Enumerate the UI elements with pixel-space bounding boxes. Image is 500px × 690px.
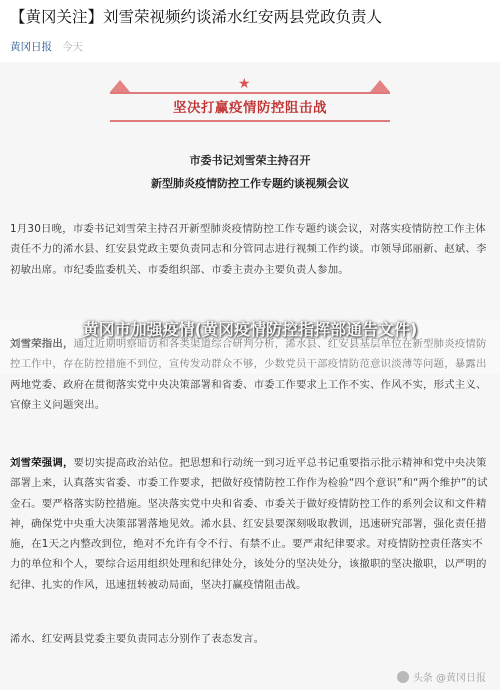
paragraph-lead: 刘雪荣强调， bbox=[10, 457, 74, 469]
overlay-caption: 黄冈市加强疫情(黄冈疫情防控指挥部通告文件) bbox=[82, 320, 418, 339]
document-image bbox=[0, 62, 500, 690]
banner bbox=[110, 74, 390, 136]
paragraph bbox=[10, 453, 492, 595]
paragraph-lead: 刘雪荣指出， bbox=[10, 338, 74, 350]
star-icon: ★ bbox=[238, 76, 251, 92]
banner-text: 坚决打赢疫情防控阻击战 bbox=[173, 100, 327, 116]
paragraph: 1月30日晚，市委书记刘雪荣主持召开新型肺炎疫情防控工作专题约谈会议，对落实疫情防控工作主体责任不力的浠水县、红安县党政主要负责同志和分管同志进行视频工作约谈。市领导邱丽新、赵斌、李初敏出席。市纪委监委机关、市委组织部、市委主责办主要负责人参加。 bbox=[10, 223, 487, 276]
paragraph-body: 要切实提高政治站位。把思想和行动统一到习近平总书记重要指示批示精神和党中央决策部署上来，认真落实省委、市委工作要求，把做好疫情防控工作作为检验“四个意识”和“两个维护”的试金石。要严格落实防控措施。坚决落实党中央和省委、市委关于做好疫情防控工作的系列会议和文件精神，确保党中央重大决策部署落地见效。浠水县、红安县要深刻吸取教训，迅速研究部署，强化责任措施，在1天之内整改到位，绝对不允许有令不行、有禁不止。要严肃纪律要求。对疫情防控责任落实不力的单位和个人，要综合运用组织处理和纪律处分，该处分的坚决处分，该撤职的坚决撤职，以严明的纪律、扎实的作风，迅速扭转被动局面，坚决打赢疫情阻击战。 bbox=[10, 457, 488, 591]
flag-icon bbox=[370, 80, 390, 92]
source-link[interactable]: 黄冈日报 bbox=[10, 41, 52, 53]
publish-time: 今天 bbox=[62, 41, 83, 53]
watermark-text: 头条 @黄冈日报 bbox=[412, 673, 486, 684]
paragraph-body: 通过近期明察暗访和各类渠道综合研判分析，浠水县、红安县基层单位在新型肺炎疫情防控工作中，存在防控措施不到位，宣传发动群众不够，少数党员干部疫情防范意识淡薄等问题，暴露出两地党委、政府在贯彻落实党中央决策部署和省委、市委工作要求上工作不实、作风不实，形式主义、官僚主义问题突出。 bbox=[10, 338, 487, 411]
paragraph: 浠水、红安两县党委主要负责同志分别作了表态发言。 bbox=[10, 633, 265, 645]
article-header bbox=[0, 0, 500, 62]
watermark bbox=[397, 669, 486, 684]
doc-heading-line2: 新型肺炎疫情防控工作专题约谈视频会议 bbox=[151, 177, 349, 190]
watermark-logo-icon bbox=[397, 671, 409, 683]
flag-icon bbox=[110, 80, 130, 92]
doc-heading-line1: 市委书记刘雪荣主持召开 bbox=[189, 154, 311, 167]
article-title: 【黄冈关注】刘雪荣视频约谈浠水红安两县党政负责人 bbox=[10, 8, 383, 26]
article-meta bbox=[10, 39, 490, 54]
